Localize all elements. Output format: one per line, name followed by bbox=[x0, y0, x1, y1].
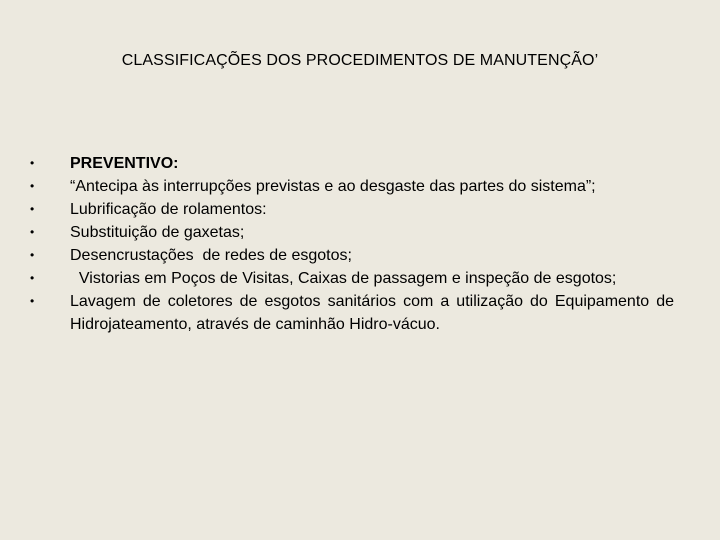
bullet-item-lavagem bbox=[30, 290, 674, 336]
bullet-icon: • bbox=[30, 202, 35, 216]
bullet-item-lubrificacao bbox=[30, 198, 674, 221]
bullet-icon: • bbox=[30, 179, 35, 193]
bullet-icon: • bbox=[30, 156, 35, 170]
bullet-item-vistorias bbox=[30, 267, 674, 290]
bullet-item-substituicao bbox=[30, 221, 674, 244]
bullet-icon: • bbox=[30, 294, 35, 308]
bullet-text: Substituição de gaxetas; bbox=[70, 224, 245, 241]
bullet-text: “Antecipa às interrupções previstas e ao desgaste das partes do sistema”; bbox=[70, 178, 596, 195]
bullet-text: Desencrustações de redes de esgotos; bbox=[70, 247, 352, 264]
bullet-text: PREVENTIVO: bbox=[70, 155, 179, 172]
bullet-text: Lubrificação de rolamentos: bbox=[70, 201, 267, 218]
bullet-text: Vistorias em Poços de Visitas, Caixas de passagem e inspeção de esgotos; bbox=[70, 270, 617, 287]
bullet-icon: • bbox=[30, 248, 35, 262]
slide-title: CLASSIFICAÇÕES DOS PROCEDIMENTOS DE MANUTENÇÃO’ bbox=[121, 52, 599, 69]
bullet-item-desencrustacoes bbox=[30, 244, 674, 267]
bullet-icon: • bbox=[30, 271, 35, 285]
bullet-item-antecipa bbox=[30, 175, 674, 198]
bullet-item-preventivo bbox=[30, 152, 674, 175]
bullet-icon: • bbox=[30, 225, 35, 239]
bullet-text: Lavagem de coletores de esgotos sanitários com a utilização do Equipamento de Hidrojateamento, através de caminhão Hidro-vácuo. bbox=[70, 293, 674, 333]
bullet-list bbox=[30, 152, 674, 336]
